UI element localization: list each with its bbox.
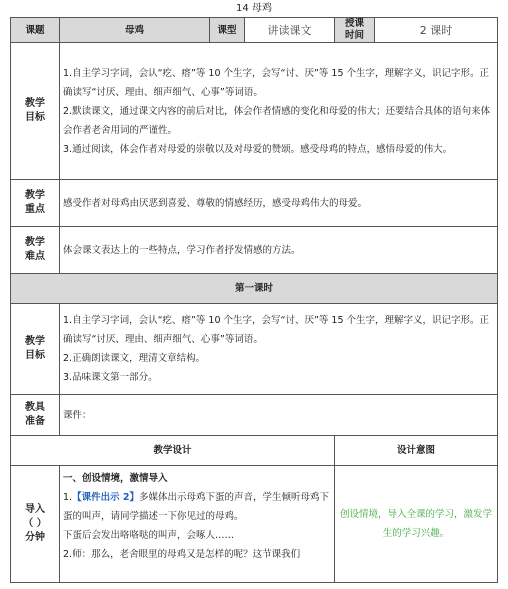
step1-text bbox=[63, 488, 331, 526]
difficulties-label: 教学 难点 bbox=[11, 227, 60, 274]
lesson-plan-table bbox=[10, 17, 498, 583]
design-header-row bbox=[11, 436, 498, 466]
goal-item: 3.通过阅读，体会作者对母爱的崇敬以及对母爱的赞颂。感受母鸡的特点，感悟母爱的伟大。 bbox=[63, 143, 453, 155]
topic-value: 母鸡 bbox=[60, 18, 210, 43]
type-value: 讲读课文 bbox=[245, 18, 335, 43]
first-lesson-row bbox=[11, 274, 498, 304]
lesson-goals-row bbox=[11, 304, 498, 395]
step2-text: 2.师：那么，老舍眼里的母鸡又是怎样的呢？这节课我们 bbox=[63, 549, 301, 560]
goals-row bbox=[11, 43, 498, 180]
type-label: 课型 bbox=[210, 18, 245, 43]
step1-body: 多媒体出示母鸡下蛋的声音，学生倾听母鸡下蛋的叫声，请同学描述一下你见过的母鸡。 bbox=[63, 492, 330, 522]
document-title: 14 母鸡 bbox=[236, 3, 272, 14]
prep-label: 教具 准备 bbox=[11, 395, 60, 436]
intro-label-line: 导入 bbox=[25, 504, 45, 515]
intent-cell bbox=[335, 466, 498, 583]
lesson-goal-item: 3.品味课文第一部分。 bbox=[63, 372, 158, 383]
intro-content bbox=[60, 466, 335, 583]
difficulties-row bbox=[11, 227, 498, 274]
difficulties-text: 体会课文表达上的一些特点，学习作者抒发情感的方法。 bbox=[60, 227, 498, 274]
goals-content bbox=[60, 43, 498, 180]
goal-item: 2.默读课文，通过课文内容的前后对比，体会作者情感的变化和母爱的伟大；还要结合具体的语句来体会作者老舍用词的严谨性。 bbox=[63, 105, 491, 136]
prep-row bbox=[11, 395, 498, 436]
time-label: 授课 时间 bbox=[335, 18, 375, 43]
lesson-goal-item: 1.自主学习字词，会认“疙、瘩”等 10 个生字，会写“讨、厌”等 15 个生字，理解字义，识记字形。正确读写“讨厌、理由、细声细气、心事”等词语。 bbox=[63, 315, 490, 345]
goals-label: 教学 目标 bbox=[11, 43, 60, 180]
design-header: 教学设计 bbox=[11, 436, 335, 466]
header-row bbox=[11, 18, 498, 43]
step1-prefix: 1. bbox=[63, 492, 73, 503]
time-value: 2 课时 bbox=[375, 18, 498, 43]
first-lesson-title: 第一课时 bbox=[11, 274, 498, 304]
courseware-highlight: 【课件出示 2】 bbox=[72, 492, 139, 503]
step-title: 一、创设情境，激情导入 bbox=[63, 473, 168, 484]
intent-header: 设计意图 bbox=[335, 436, 498, 466]
lesson-goals-content bbox=[60, 304, 498, 395]
key-points-row bbox=[11, 180, 498, 227]
key-points-label: 教学 重点 bbox=[11, 180, 60, 227]
intent-text: 创设情境，导入全课的学习，激发学生的学习兴趣。 bbox=[339, 509, 492, 539]
intro-label-line: （ ） bbox=[23, 518, 47, 529]
prep-text: 课件： bbox=[60, 395, 498, 436]
intro-row bbox=[11, 466, 498, 583]
lesson-goal-item: 2.正确朗读课文，理清文章结构。 bbox=[63, 353, 206, 364]
intro-label-line: 分钟 bbox=[25, 532, 45, 543]
goal-item: 1.自主学习字词，会认“疙、瘩”等 10 个生字，会写“讨、厌”等 15 个生字，理解字义，识记字形。正确读写“讨厌、理由、细声细气、心事”等词语。 bbox=[63, 67, 490, 98]
step1-line2: 下蛋后会发出咯咯哒的叫声，会啄人…… bbox=[63, 530, 235, 541]
topic-label: 课题 bbox=[11, 18, 60, 43]
lesson-goals-label: 教学 目标 bbox=[11, 304, 60, 395]
intro-label bbox=[11, 466, 60, 583]
key-points-text: 感受作者对母鸡由厌恶到喜爱、尊敬的情感经历，感受母鸡伟大的母爱。 bbox=[60, 180, 498, 227]
